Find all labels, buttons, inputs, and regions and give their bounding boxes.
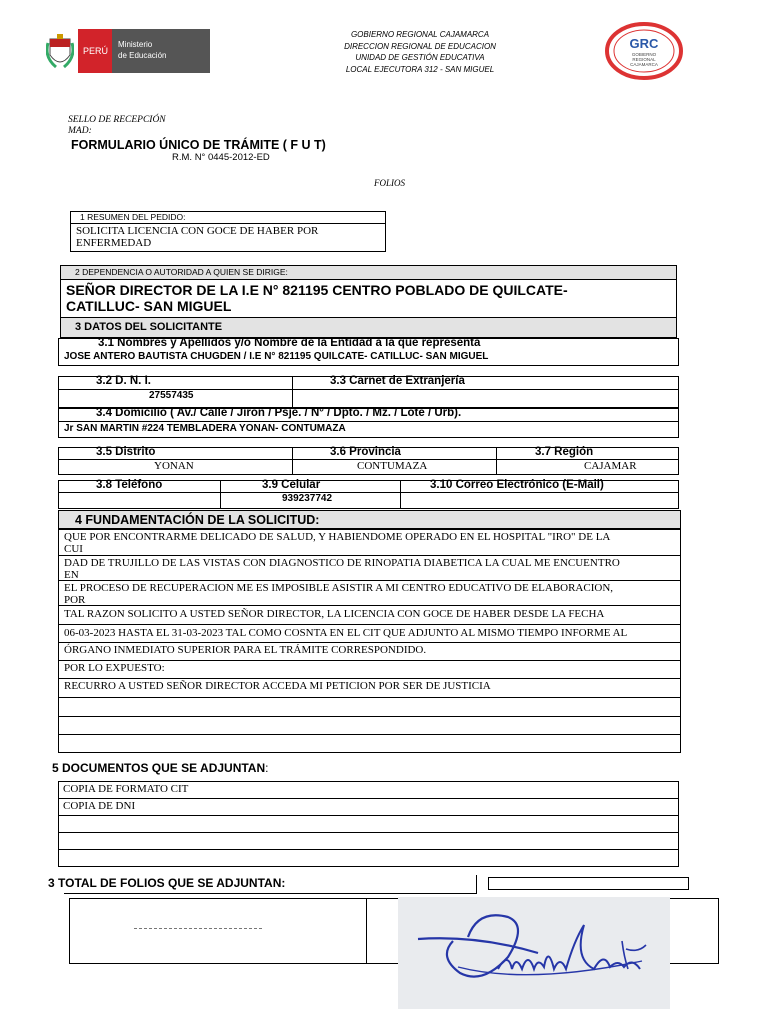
region-value: CAJAMAR xyxy=(584,460,637,472)
authority-line2: CATILLUC- SAN MIGUEL xyxy=(66,298,232,314)
justification-line: CUI xyxy=(64,543,83,555)
grc-logo xyxy=(605,22,683,80)
justification-line: 06-03-2023 HASTA EL 31-03-2023 TAL COMO COSNTA EN EL CIT QUE ADJUNTO AL MISMO TIEMPO INFORME AL xyxy=(64,627,628,639)
justification-line: QUE POR ENCONTRARME DELICADO DE SALUD, Y HABIENDOME OPERADO EN EL HOSPITAL "IRO" DE LA xyxy=(64,531,611,543)
handwritten-signature xyxy=(398,897,670,1009)
total-folios-field-a xyxy=(64,875,477,894)
peru-coat-of-arms xyxy=(46,33,74,71)
applicant-label: 3 DATOS DEL SOLICITANTE xyxy=(75,321,223,333)
header-line: LOCAL EJECUTORA 312 - SAN MIGUEL xyxy=(345,64,495,74)
folios-label: FOLIOS xyxy=(374,178,405,188)
ministry-name-line2: de Educación xyxy=(118,51,167,60)
total-folios-label: 3 TOTAL DE FOLIOS QUE SE ADJUNTAN: xyxy=(48,876,286,890)
ministry-name-line1: Ministerio xyxy=(118,40,153,49)
justification-label: 4 FUNDAMENTACIÓN DE LA SOLICITUD: xyxy=(75,513,320,527)
stamp-line2: MAD: xyxy=(68,126,92,136)
provincia-value: CONTUMAZA xyxy=(357,460,428,472)
region-label: 3.7 Región xyxy=(535,446,594,458)
grc-logo-subtext: GOBIERNO REGIONAL CAJAMARCA xyxy=(630,52,658,67)
header-line: UNIDAD DE GESTIÓN EDUCATIVA xyxy=(355,53,485,62)
dni-label: 3.2 D. N. I. xyxy=(96,375,151,387)
justification-line: ÓRGANO INMEDIATO SUPERIOR PARA EL TRÁMITE CORRESPONDIDO. xyxy=(64,644,427,656)
header-text-block xyxy=(305,29,535,75)
form-resolution: R.M. N° 0445-2012-ED xyxy=(172,152,270,163)
document-item: COPIA DE DNI xyxy=(63,800,136,812)
documents-label-text: 5 DOCUMENTOS QUE SE ADJUNTAN xyxy=(52,761,266,775)
carnet-label: 3.3 Carnet de Extranjería xyxy=(330,375,465,387)
justification-line: POR xyxy=(64,594,86,606)
ministry-country: PERÚ xyxy=(83,46,109,56)
distrito-value: YONAN xyxy=(154,460,194,472)
header-line: DIRECCION REGIONAL DE EDUCACION xyxy=(344,41,496,51)
justification-line: TAL RAZON SOLICITO A USTED SEÑOR DIRECTOR, LA LICENCIA CON GOCE DE HABER DESDE LA FECHA xyxy=(64,608,605,620)
dni-value: 27557435 xyxy=(149,390,194,401)
celular-label: 3.9 Celular xyxy=(262,479,321,491)
authority-line1: SEÑOR DIRECTOR DE LA I.E N° 821195 CENTRO POBLADO DE QUILCATE- xyxy=(66,282,568,298)
justification-line: DAD DE TRUJILLO DE LAS VISTAS CON DIAGNOSTICO DE RINOPATIA DIABETICA LA CUAL ME ENCUENTRO xyxy=(64,557,620,569)
telefono-label: 3.8 Teléfono xyxy=(96,479,163,491)
grc-logo-text: GRC xyxy=(629,36,659,51)
summary-line2: ENFERMEDAD xyxy=(76,237,152,249)
celular-value: 939237742 xyxy=(282,493,333,504)
distrito-label: 3.5 Distrito xyxy=(96,446,156,458)
justification-line: RECURRO A USTED SEÑOR DIRECTOR ACCEDA MI PETICION POR SER DE JUSTICIA xyxy=(64,680,491,692)
documents-label xyxy=(52,761,268,775)
documents-label-colon: : xyxy=(265,761,269,775)
name-value: JOSE ANTERO BAUTISTA CHUGDEN / I.E N° 821195 QUILCATE- CATILLUC- SAN MIGUEL xyxy=(64,351,489,362)
signature-line xyxy=(134,928,262,929)
form-title: FORMULARIO ÚNICO DE TRÁMITE ( F U T) xyxy=(71,138,326,152)
document-item: COPIA DE FORMATO CIT xyxy=(63,783,189,795)
justification-line: POR LO EXPUESTO: xyxy=(64,662,165,674)
domicilio-label: 3.4 Domicilio ( Av./ Calle / Jirón / Psje. / N° / Dpto. / Mz. / Lote / Urb). xyxy=(96,407,462,419)
total-folios-field-b xyxy=(488,877,689,890)
header-line: GOBIERNO REGIONAL CAJAMARCA xyxy=(350,30,490,39)
justification-line: EL PROCESO DE RECUPERACION ME ES IMPOSIBLE ASISTIR A MI CENTRO EDUCATIVO DE ELABORACION, xyxy=(64,582,614,594)
correo-label: 3.10 Correo Electrónico (E-Mail) xyxy=(430,479,604,491)
domicilio-value: Jr SAN MARTIN #224 TEMBLADERA YONAN- CONTUMAZA xyxy=(64,423,346,434)
stamp-line1: SELLO DE RECEPCIÓN xyxy=(68,115,166,125)
summary-line1: SOLICITA LICENCIA CON GOCE DE HABER POR xyxy=(76,225,319,237)
justification-line: EN xyxy=(64,569,79,581)
summary-label: 1 RESUMEN DEL PEDIDO: xyxy=(80,212,186,222)
provincia-label: 3.6 Provincia xyxy=(330,446,401,458)
authority-label: 2 DEPENDENCIA O AUTORIDAD A QUIEN SE DIRIGE: xyxy=(75,267,288,277)
name-label: 3.1 Nombres y Apellidos y/o Nombre de la Entidad a la que representa xyxy=(98,337,481,349)
